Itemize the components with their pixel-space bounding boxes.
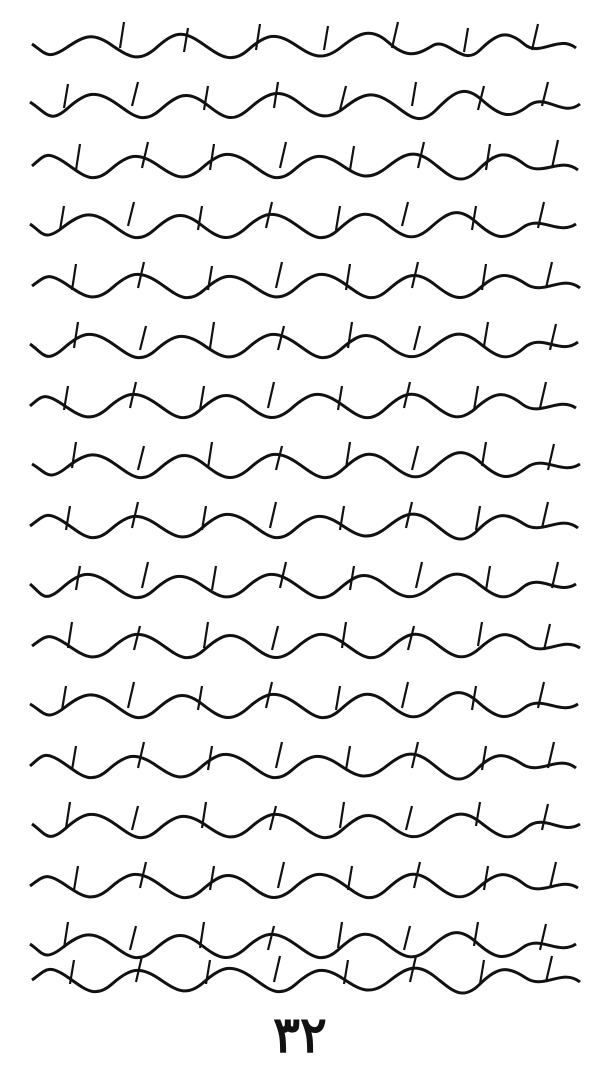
handwritten-line	[28, 254, 584, 310]
handwritten-line	[28, 14, 584, 70]
page-number: ۳۲	[273, 1005, 327, 1064]
handwritten-text-block	[28, 14, 584, 1004]
handwritten-line	[28, 854, 584, 910]
handwritten-line	[28, 434, 584, 490]
handwritten-line	[28, 554, 584, 610]
handwritten-line	[28, 948, 584, 1004]
handwritten-line	[28, 194, 584, 250]
handwritten-line	[28, 374, 584, 430]
handwritten-line	[28, 134, 584, 190]
handwritten-line	[28, 674, 584, 730]
handwritten-line	[28, 614, 584, 670]
handwritten-line	[28, 734, 584, 790]
handwritten-line	[28, 74, 584, 130]
handwritten-line	[28, 494, 584, 550]
handwritten-line	[28, 794, 584, 850]
handwritten-line	[28, 314, 584, 370]
